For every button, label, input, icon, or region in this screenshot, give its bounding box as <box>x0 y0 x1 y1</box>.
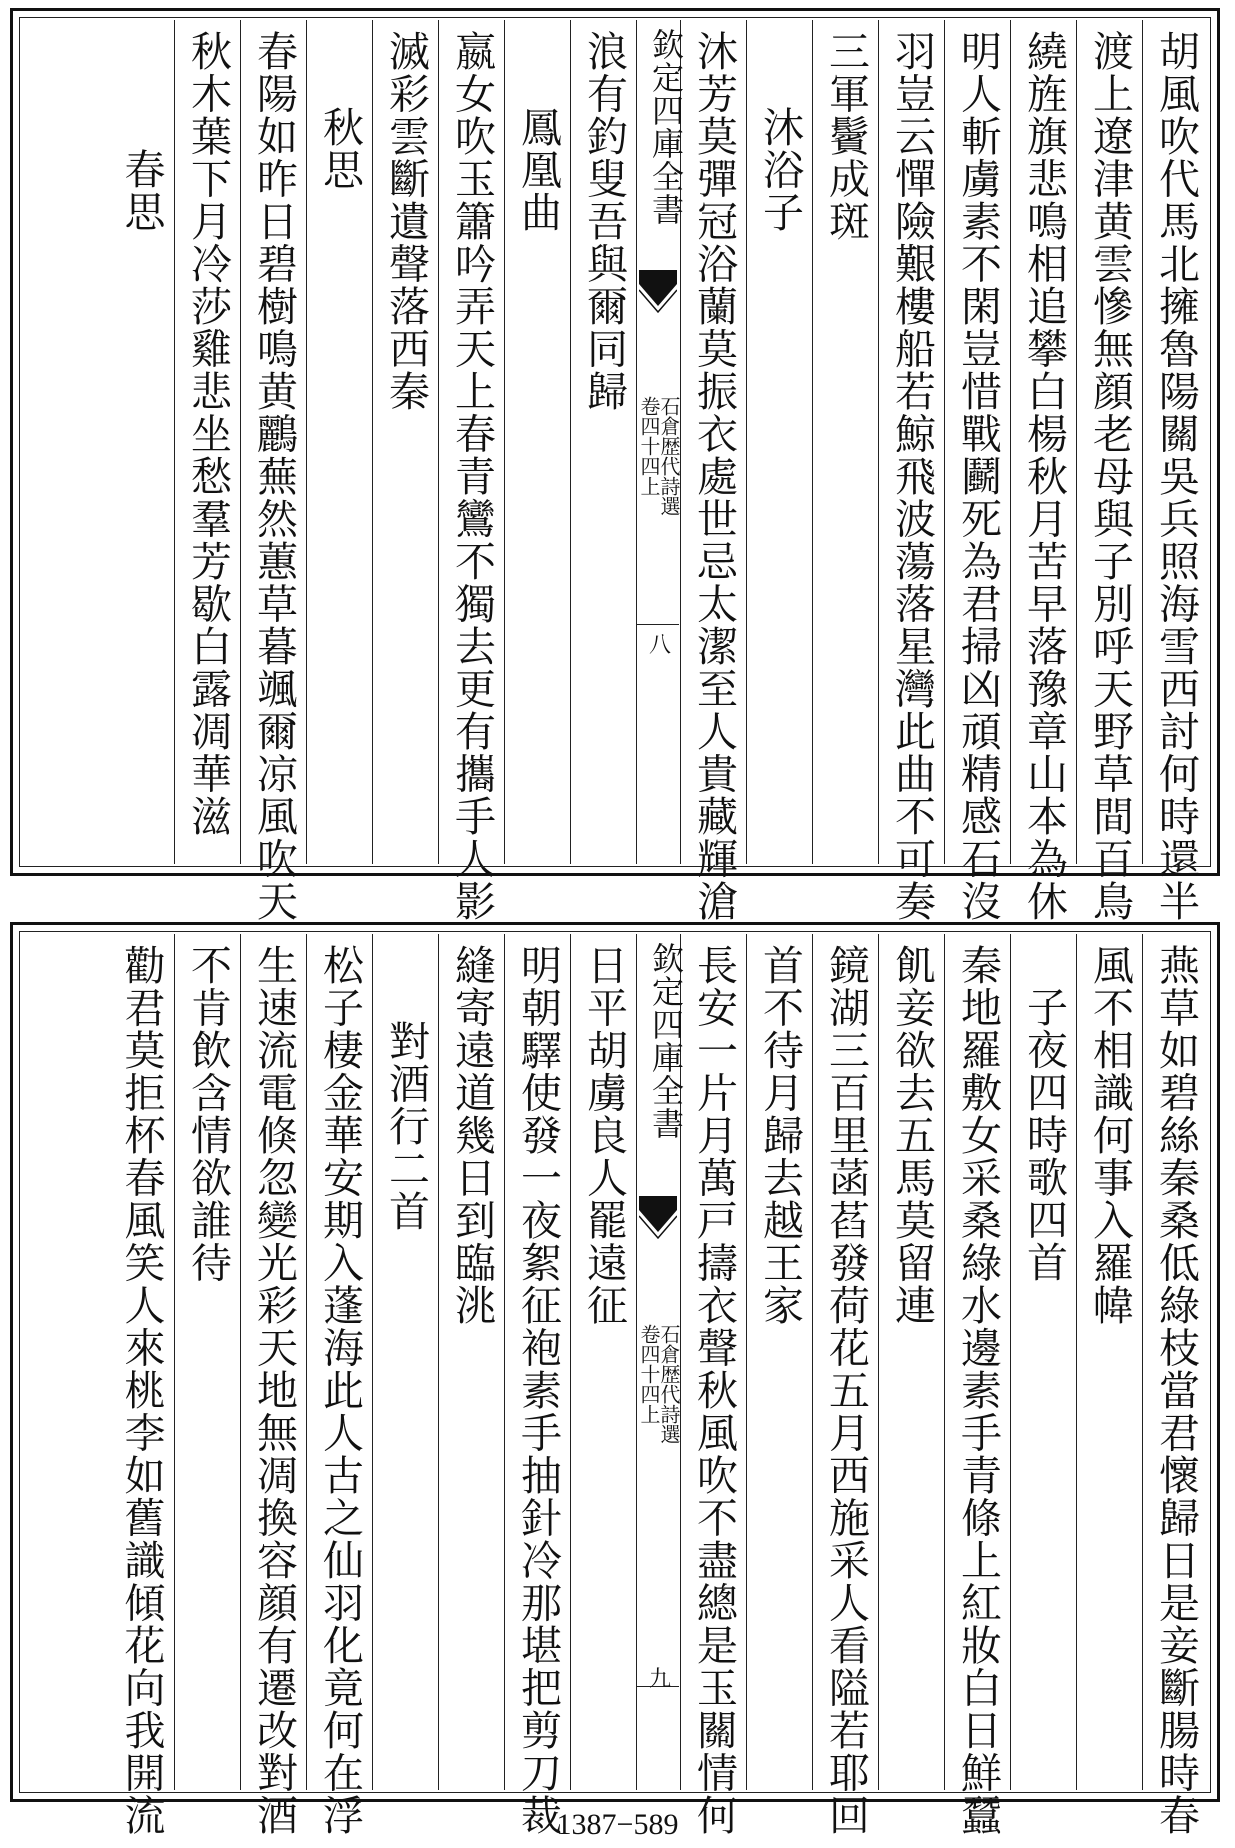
text-column <box>812 934 878 1837</box>
column-text: 長安一片月萬戸擣衣聲秋風吹不盡總是玉關情何 <box>690 944 738 1837</box>
text-column <box>306 934 372 1837</box>
column-text: 秦地羅敷女采桑綠水邊素手青條上紅妝白日鮮蠶 <box>954 944 1002 1837</box>
column-text: 羽豈云憚險艱樓船若鯨飛波蕩落星灣此曲不可奏 <box>888 30 936 923</box>
poem-title-column <box>504 20 570 864</box>
text-column <box>240 20 306 923</box>
text-column <box>1076 20 1142 923</box>
column-text: 生速流電倏忽變光彩天地無凋換容顔有遷改對酒 <box>250 944 298 1837</box>
poem-title-column <box>108 20 174 864</box>
columns-top <box>22 20 1208 923</box>
collection-name: 石倉歴代詩選 <box>657 1324 681 1444</box>
text-column <box>174 934 240 1790</box>
column-text: 松子棲金華安期入蓬海此人古之仙羽化竟何在浮 <box>316 944 364 1837</box>
column-text: 滅彩雲斷遺聲落西秦 <box>382 30 430 413</box>
poem-title-column <box>372 934 438 1790</box>
page-divider <box>637 624 679 625</box>
fish-tail-mark-icon <box>639 1196 677 1242</box>
poem-title: 沐浴子 <box>756 106 804 234</box>
text-column <box>174 20 240 864</box>
center-fold-column <box>636 934 685 1790</box>
column-text: 縫寄遠道幾日到臨洮 <box>448 944 496 1327</box>
page-number: 八 <box>649 633 672 658</box>
poem-title: 春思 <box>117 148 166 233</box>
text-column <box>878 934 944 1790</box>
text-column <box>1010 20 1076 923</box>
poem-title-column <box>1010 934 1076 1790</box>
column-text: 燕草如碧絲秦桑低綠枝當君懷歸日是妾斷腸時春 <box>1152 944 1200 1837</box>
text-column <box>944 20 1010 923</box>
page-top <box>10 8 1220 923</box>
poem-title: 子夜四時歌四首 <box>1020 986 1068 1284</box>
text-column <box>570 20 636 864</box>
column-text: 秋木葉下月冷莎雞悲坐愁羣芳歇白露凋華滋 <box>184 30 232 838</box>
column-text: 明朝驛使發一夜絮征袍素手抽針冷那堪把剪刀裁 <box>514 944 562 1837</box>
text-column <box>1142 934 1208 1837</box>
book-title: 欽定四庫全書 <box>647 28 685 226</box>
center-fold-column <box>636 20 685 864</box>
text-column <box>812 20 878 864</box>
column-text: 繞旌旗悲鳴相追攀白楊秋月苦早落豫章山本為休 <box>1020 30 1068 923</box>
column-text: 三軍鬢成斑 <box>822 30 870 243</box>
page-number: 九 <box>649 1667 672 1692</box>
poem-title-column <box>306 20 372 864</box>
collection-name: 石倉歴代詩選 <box>657 396 681 516</box>
poem-title: 鳳凰曲 <box>514 106 562 234</box>
text-column <box>108 934 174 1837</box>
column-text: 不肯飲含情欲誰待 <box>184 944 232 1284</box>
column-text: 沐芳莫彈冠浴蘭莫振衣處世忌太潔至人貴藏輝滄 <box>690 30 738 923</box>
column-text: 風不相識何事入羅幃 <box>1086 944 1134 1327</box>
column-text: 鏡湖三百里菡萏發荷花五月西施采人看隘若耶回 <box>822 944 870 1837</box>
poem-title-column <box>746 20 812 864</box>
column-text: 春陽如昨日碧樹鳴黄鸝蕪然蕙草暮颯爾凉風吹天 <box>250 30 298 923</box>
text-column <box>504 934 570 1837</box>
text-column <box>1076 934 1142 1790</box>
column-text: 飢妾欲去五馬莫留連 <box>888 944 936 1327</box>
text-column <box>438 20 504 923</box>
text-column <box>878 20 944 923</box>
column-text: 明人斬虜素不閑豈惜戰鬬死為君掃凶頑精感石沒 <box>954 30 1002 923</box>
text-column <box>1142 20 1208 923</box>
column-text: 勸君莫拒杯春風笑人來桃李如舊識傾花向我開流 <box>117 944 166 1837</box>
text-column <box>240 934 306 1837</box>
poem-title: 對酒行二首 <box>382 1020 430 1233</box>
text-column <box>372 20 438 864</box>
column-text: 浪有釣叟吾與爾同歸 <box>580 30 628 413</box>
text-column <box>944 934 1010 1837</box>
volume-number: 卷四十四上 <box>637 1324 661 1424</box>
volume-number: 卷四十四上 <box>637 396 661 496</box>
column-text: 嬴女吹玉簫吟弄天上春青鸞不獨去更有攜手人影 <box>448 30 496 923</box>
text-column <box>746 934 812 1790</box>
poem-title: 秋思 <box>316 106 364 191</box>
text-column <box>570 934 636 1790</box>
scan-page-reference: 1387−589 <box>556 1808 679 1841</box>
column-text: 渡上遼津黄雲慘無顔老母與子別呼天野草間百鳥 <box>1086 30 1134 923</box>
column-text: 胡風吹代馬北擁魯陽關吳兵照海雪西討何時還半 <box>1152 30 1200 923</box>
column-text: 首不待月歸去越王家 <box>756 944 804 1327</box>
text-column <box>680 934 746 1837</box>
fish-tail-mark-icon <box>639 270 677 316</box>
text-column <box>680 20 746 923</box>
column-text: 日平胡虜良人罷遠征 <box>580 944 628 1327</box>
book-title: 欽定四庫全書 <box>647 942 685 1140</box>
text-column <box>438 934 504 1790</box>
